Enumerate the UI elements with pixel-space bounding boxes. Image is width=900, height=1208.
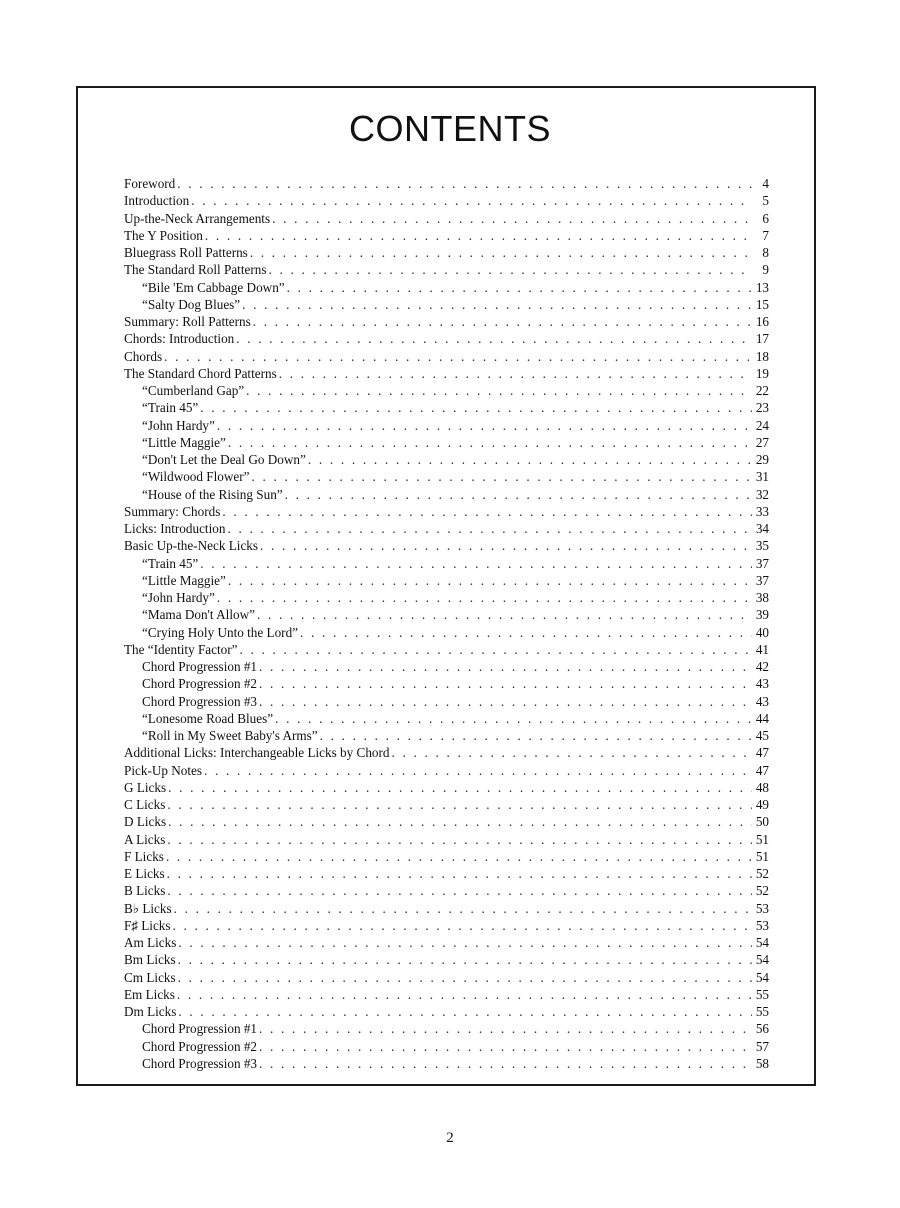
- dot-leader: [205, 227, 752, 244]
- toc-entry: [124, 486, 769, 503]
- dot-leader: [285, 486, 752, 503]
- toc-entry: [124, 244, 769, 261]
- dot-leader: [222, 503, 752, 520]
- toc-entry: [124, 693, 769, 710]
- toc-entry-page: 54: [755, 969, 769, 985]
- dot-leader: [178, 969, 752, 986]
- dot-leader: [200, 555, 752, 572]
- toc-entry-title: “Train 45”: [142, 555, 199, 571]
- toc-entry-title: “Bile 'Em Cabbage Down”: [142, 279, 285, 295]
- toc-entry-page: 23: [755, 400, 769, 416]
- toc-entry-title: “House of the Rising Sun”: [142, 486, 283, 502]
- toc-entry: [124, 520, 769, 537]
- toc-entry-title: Am Licks: [124, 935, 177, 950]
- toc-entry-page: 33: [755, 503, 769, 519]
- toc-entry: [124, 762, 769, 779]
- toc-entry-title: Up-the-Neck Arrangements: [124, 210, 271, 226]
- dot-leader: [259, 658, 752, 675]
- dot-leader: [259, 1038, 752, 1055]
- dot-leader: [260, 537, 752, 554]
- toc-entry: [124, 900, 769, 917]
- dot-leader: [167, 865, 752, 882]
- dot-leader: [167, 796, 752, 813]
- toc-entry-page: 24: [755, 417, 769, 433]
- toc-entry-title: “Wildwood Flower”: [142, 469, 250, 485]
- toc-entry-page: 9: [762, 262, 769, 278]
- toc-entry-title: Chord Progression #2: [142, 1038, 258, 1054]
- toc-entry-title: F♯ Licks: [124, 917, 171, 933]
- dot-leader: [392, 744, 752, 761]
- dot-leader: [259, 693, 752, 710]
- toc-entry: [124, 279, 769, 296]
- toc-entry-title: Basic Up-the-Neck Licks: [124, 538, 259, 554]
- dot-leader: [252, 468, 752, 485]
- toc-entry: [124, 831, 769, 848]
- toc-entry: [124, 986, 769, 1003]
- dot-leader: [228, 434, 752, 451]
- toc-entry-page: 41: [755, 641, 769, 657]
- toc-entry-page: 6: [762, 210, 769, 226]
- toc-entry: [124, 951, 769, 968]
- toc-entry: [124, 1020, 769, 1037]
- toc-entry-page: 55: [755, 1004, 769, 1019]
- toc-entry-page: 43: [755, 693, 769, 709]
- toc-entry-title: Pick-Up Notes: [124, 762, 203, 778]
- toc-entry-title: Em Licks: [124, 986, 175, 1002]
- toc-entry-page: 52: [755, 866, 769, 881]
- toc-entry: [124, 848, 769, 865]
- toc-entry-page: 15: [755, 296, 769, 312]
- dot-leader: [167, 831, 752, 848]
- dot-leader: [240, 641, 752, 658]
- toc-entry-page: 53: [755, 917, 769, 933]
- toc-entry-title: F Licks: [124, 848, 164, 864]
- toc-entry: [124, 261, 769, 278]
- dot-leader: [227, 520, 752, 537]
- toc-entry-title: D Licks: [124, 814, 167, 830]
- toc-entry: [124, 296, 769, 313]
- toc-entry: [124, 365, 769, 382]
- dot-leader: [257, 606, 752, 623]
- toc-entry-title: Introduction: [124, 193, 190, 209]
- dot-leader: [217, 589, 752, 606]
- toc-entry: [124, 813, 769, 830]
- toc-entry-page: 47: [755, 762, 769, 778]
- dot-leader: [250, 244, 752, 261]
- dot-leader: [200, 399, 752, 416]
- toc-entry: [124, 417, 769, 434]
- toc-entry: [124, 882, 769, 899]
- toc-entry-page: 43: [755, 676, 769, 692]
- toc-entry-title: “Little Maggie”: [142, 572, 226, 588]
- toc-entry-page: 19: [755, 365, 769, 381]
- toc-entry-title: “Crying Holy Unto the Lord”: [142, 624, 299, 640]
- toc-entry-page: 42: [755, 659, 769, 674]
- toc-entry-page: 5: [762, 193, 769, 209]
- toc-entry: [124, 589, 769, 606]
- toc-entry-title: “John Hardy”: [142, 417, 215, 433]
- page-number: 2: [446, 1130, 454, 1146]
- dot-leader: [191, 192, 752, 209]
- dot-leader: [178, 1003, 752, 1020]
- toc-entry-title: Chords: [124, 348, 163, 364]
- toc-entry: [124, 624, 769, 641]
- toc-entry-title: The Standard Chord Patterns: [124, 365, 277, 381]
- toc-entry-title: “Train 45”: [142, 400, 199, 416]
- toc-entry-title: Chord Progression #1: [142, 1021, 258, 1037]
- dot-leader: [164, 348, 752, 365]
- toc-entry: [124, 641, 769, 658]
- toc-entry: [124, 865, 769, 882]
- toc-entry: [124, 313, 769, 330]
- dot-leader: [167, 882, 752, 899]
- toc-entry: [124, 555, 769, 572]
- toc-entry-title: “Salty Dog Blues”: [142, 296, 241, 312]
- toc-entry-title: B♭ Licks: [124, 900, 172, 916]
- toc-entry-title: “Don't Let the Deal Go Down”: [142, 452, 306, 467]
- dot-leader: [178, 951, 752, 968]
- toc-entry: [124, 658, 769, 675]
- toc-entry: [124, 744, 769, 761]
- toc-entry-page: 56: [755, 1021, 769, 1037]
- toc-entry: [124, 503, 769, 520]
- toc-entry-page: 22: [755, 383, 769, 398]
- toc-entry-title: Chord Progression #3: [142, 693, 258, 709]
- toc-entry: [124, 1038, 769, 1055]
- dot-leader: [166, 848, 752, 865]
- toc-entry-title: The Standard Roll Patterns: [124, 262, 267, 278]
- toc-entry-title: B Licks: [124, 883, 166, 899]
- toc-entry: [124, 675, 769, 692]
- toc-entry-title: “Cumberland Gap”: [142, 383, 245, 398]
- dot-leader: [177, 175, 752, 192]
- toc-entry: [124, 468, 769, 485]
- dot-leader: [168, 779, 752, 796]
- toc-entry-page: 13: [755, 279, 769, 295]
- dot-leader: [320, 727, 752, 744]
- toc-entry-page: 4: [762, 176, 769, 191]
- dot-leader: [259, 1020, 752, 1037]
- toc-entry-title: “Roll in My Sweet Baby's Arms”: [142, 728, 318, 743]
- toc-entry-page: 58: [755, 1055, 769, 1071]
- toc-entry: [124, 606, 769, 623]
- toc-entry: [124, 1055, 769, 1072]
- dot-leader: [259, 675, 752, 692]
- toc-entry-page: 8: [762, 245, 769, 260]
- dot-leader: [173, 917, 752, 934]
- toc-entry: [124, 399, 769, 416]
- toc-entry-title: Summary: Chords: [124, 503, 221, 519]
- toc-entry: [124, 348, 769, 365]
- toc-entry-page: 40: [755, 624, 769, 640]
- dot-leader: [259, 1055, 752, 1072]
- toc-entry-title: C Licks: [124, 797, 166, 812]
- toc-entry: [124, 175, 769, 192]
- toc-entry-page: 52: [755, 883, 769, 899]
- toc-entry: [124, 796, 769, 813]
- toc-entry-title: “Little Maggie”: [142, 434, 226, 450]
- toc-entry-title: Chord Progression #2: [142, 676, 258, 692]
- dot-leader: [253, 313, 752, 330]
- page-title: CONTENTS: [349, 108, 551, 149]
- toc-entry-title: A Licks: [124, 831, 166, 847]
- dot-leader: [217, 417, 752, 434]
- dot-leader: [308, 451, 752, 468]
- toc-entry-page: 16: [755, 314, 769, 329]
- toc-entry-page: 48: [755, 779, 769, 795]
- toc-entry-title: “Mama Don't Allow”: [142, 607, 255, 623]
- toc-entry: [124, 382, 769, 399]
- toc-entry: [124, 1003, 769, 1020]
- toc-entry: [124, 537, 769, 554]
- toc-entry-title: Licks: Introduction: [124, 521, 226, 536]
- toc-entry-page: 37: [755, 572, 769, 588]
- dot-leader: [279, 365, 752, 382]
- toc-entry-page: 17: [755, 331, 769, 347]
- toc-entry-page: 57: [755, 1038, 769, 1054]
- toc-entry-title: Bm Licks: [124, 952, 176, 968]
- toc-entry-page: 53: [755, 900, 769, 916]
- toc-entry-title: “Lonesome Road Blues”: [142, 710, 274, 726]
- dot-leader: [177, 986, 752, 1003]
- dot-leader: [178, 934, 752, 951]
- dot-leader: [246, 382, 752, 399]
- toc-entry-title: Chord Progression #1: [142, 659, 258, 674]
- toc-entry: [124, 434, 769, 451]
- toc-entry-page: 37: [755, 555, 769, 571]
- toc-entry-page: 32: [755, 486, 769, 502]
- toc-entry: [124, 779, 769, 796]
- dot-leader: [168, 813, 752, 830]
- dot-leader: [300, 624, 752, 641]
- toc-entry-page: 54: [755, 935, 769, 950]
- toc-entry-page: 29: [755, 452, 769, 467]
- toc-entry-title: E Licks: [124, 866, 165, 881]
- toc-entry-page: 7: [762, 227, 769, 243]
- toc-entry: [124, 192, 769, 209]
- toc-entry-title: Additional Licks: Interchangeable Licks by Chord: [124, 745, 390, 761]
- toc-entry-title: Bluegrass Roll Patterns: [124, 245, 248, 260]
- toc-entry-page: 27: [755, 434, 769, 450]
- toc-entry-page: 39: [755, 607, 769, 623]
- toc-entry-page: 38: [755, 590, 769, 605]
- toc-entry-page: 51: [755, 831, 769, 847]
- toc-entry: [124, 330, 769, 347]
- toc-entry: [124, 451, 769, 468]
- toc-entry-page: 51: [755, 848, 769, 864]
- toc-entry-page: 55: [755, 986, 769, 1002]
- toc-entry: [124, 917, 769, 934]
- toc-entry-page: 34: [755, 521, 769, 536]
- toc-entry: [124, 727, 769, 744]
- toc-entry-title: The “Identity Factor”: [124, 641, 238, 657]
- toc-entry-page: 49: [755, 797, 769, 812]
- toc-entry-page: 31: [755, 469, 769, 485]
- dot-leader: [275, 710, 752, 727]
- toc-entry: [124, 210, 769, 227]
- toc-entry-title: Foreword: [124, 176, 176, 191]
- toc-entry-page: 54: [755, 952, 769, 968]
- toc-entry-title: Summary: Roll Patterns: [124, 314, 251, 329]
- toc-entry-page: 18: [755, 348, 769, 364]
- toc-entry-page: 44: [755, 710, 769, 726]
- toc-entry-page: 35: [755, 538, 769, 554]
- toc-entry-page: 47: [755, 745, 769, 761]
- dot-leader: [242, 296, 752, 313]
- dot-leader: [272, 210, 752, 227]
- dot-leader: [236, 330, 752, 347]
- dot-leader: [268, 261, 752, 278]
- toc-entry-title: Cm Licks: [124, 969, 176, 985]
- toc-entry: [124, 934, 769, 951]
- toc-entry-title: Chords: Introduction: [124, 331, 235, 347]
- table-of-contents: [124, 175, 769, 1072]
- toc-entry-title: Dm Licks: [124, 1004, 177, 1019]
- toc-entry-title: G Licks: [124, 779, 167, 795]
- toc-entry: [124, 572, 769, 589]
- toc-entry-page: 50: [755, 814, 769, 830]
- dot-leader: [287, 279, 752, 296]
- toc-entry: [124, 710, 769, 727]
- dot-leader: [228, 572, 752, 589]
- toc-entry: [124, 227, 769, 244]
- toc-entry-title: “John Hardy”: [142, 590, 215, 605]
- dot-leader: [174, 900, 752, 917]
- toc-entry-page: 45: [755, 728, 769, 743]
- toc-entry: [124, 969, 769, 986]
- dot-leader: [204, 762, 752, 779]
- toc-entry-title: Chord Progression #3: [142, 1055, 258, 1071]
- toc-entry-title: The Y Position: [124, 227, 203, 243]
